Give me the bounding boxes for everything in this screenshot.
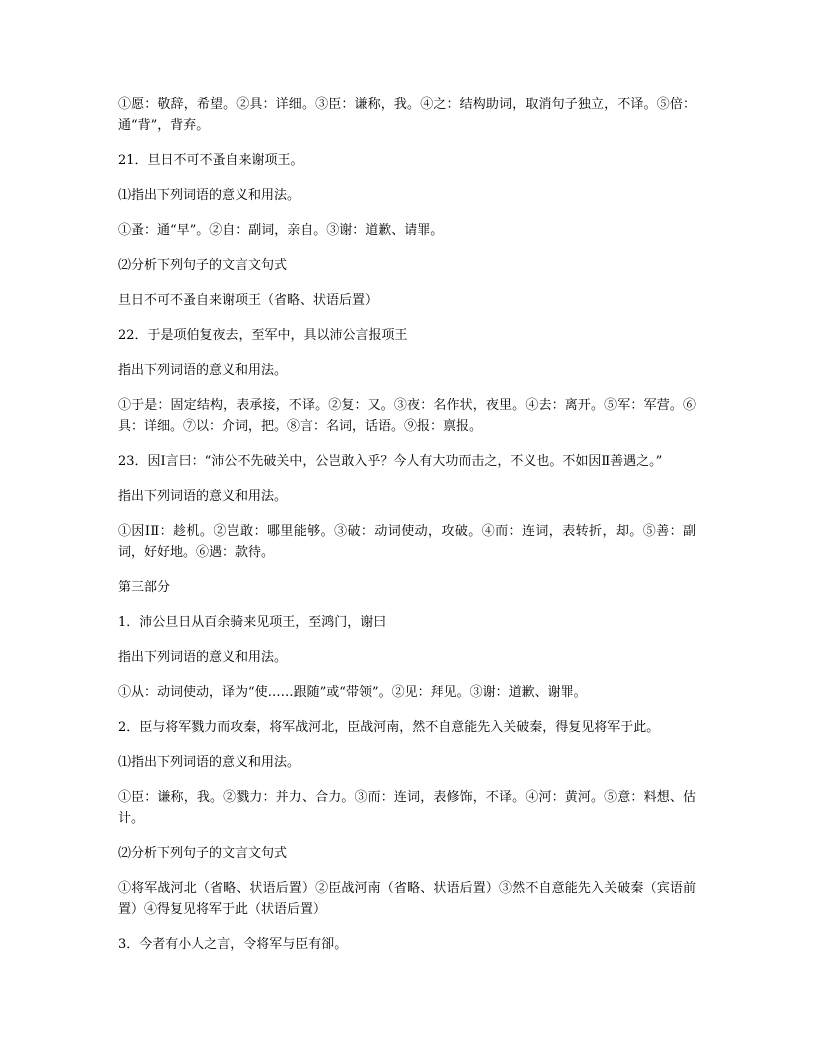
question-heading: 2．臣与将军戮力而攻秦，将军战河北，臣战河南，然不自意能先入关破秦，得复见将军于此。: [118, 720, 660, 735]
question-heading: 21．旦日不可不蚤自来谢项王。: [118, 153, 304, 168]
answer-paragraph: ①将军战河北（省略、状语后置）②臣战河南（省略、状语后置）③然不自意能先入关破秦（宾语前置）④得复见将军于此（状语后置）: [118, 881, 696, 917]
instruction-text: 指出下列词语的意义和用法。: [118, 650, 288, 665]
answer-paragraph: ①臣：谦称，我。②戮力：并力、合力。③而：连词，表修饰，不译。④河：黄河。⑤意：料想、估计。: [118, 790, 696, 826]
instruction-text: ⑴指出下列词语的意义和用法。: [118, 188, 301, 203]
document-page: [118, 94, 696, 969]
answer-paragraph: ①因ⅠⅡ：趁机。②岂敢：哪里能够。③破：动词使动，攻破。④而：连词，表转折，却。⑤善：副词，好好地。⑥遇：款待。: [118, 524, 696, 560]
answer-paragraph: 旦日不可不蚤自来谢项王（省略、状语后置）: [118, 293, 379, 308]
instruction-text: ⑵分析下列句子的文言文句式: [118, 846, 288, 861]
answer-paragraph: ①于是：固定结构，表承接，不译。②复：又。③夜：名作状，夜里。④去：离开。⑤军：军营。⑥具：详细。⑦以：介词，把。⑧言：名词，话语。⑨报：禀报。: [118, 398, 696, 434]
instruction-text: ⑴指出下列词语的意义和用法。: [118, 755, 301, 770]
instruction-text: 指出下列词语的意义和用法。: [118, 363, 288, 378]
definition-paragraph: ①愿：敬辞，希望。②具：详细。③臣：谦称，我。④之：结构助词，取消句子独立，不译。⑤倍：通“背”，背弃。: [118, 97, 696, 133]
instruction-text: ⑵分析下列句子的文言文句式: [118, 258, 288, 273]
question-heading: 23．因Ⅰ言曰：“沛公不先破关中，公岂敢入乎？今人有大功而击之，不义也。不如因Ⅱ善遇之。”: [118, 454, 663, 469]
question-heading: 22．于是项伯复夜去，至军中，具以沛公言报项王: [118, 328, 408, 343]
question-heading: 3．今者有小人之言，令将军与臣有卻。: [118, 937, 348, 952]
section-heading: 第三部分: [118, 580, 171, 595]
question-heading: 1．沛公旦日从百余骑来见项王，至鸿门，谢曰: [118, 615, 387, 630]
instruction-text: 指出下列词语的意义和用法。: [118, 489, 288, 504]
answer-paragraph: ①从：动词使动，译为“使……跟随”或“带领”。②见：拜见。③谢：道歉、谢罪。: [118, 685, 587, 700]
answer-paragraph: ①蚤：通“早”。②自：副词，亲自。③谢：道歉、请罪。: [118, 223, 444, 238]
